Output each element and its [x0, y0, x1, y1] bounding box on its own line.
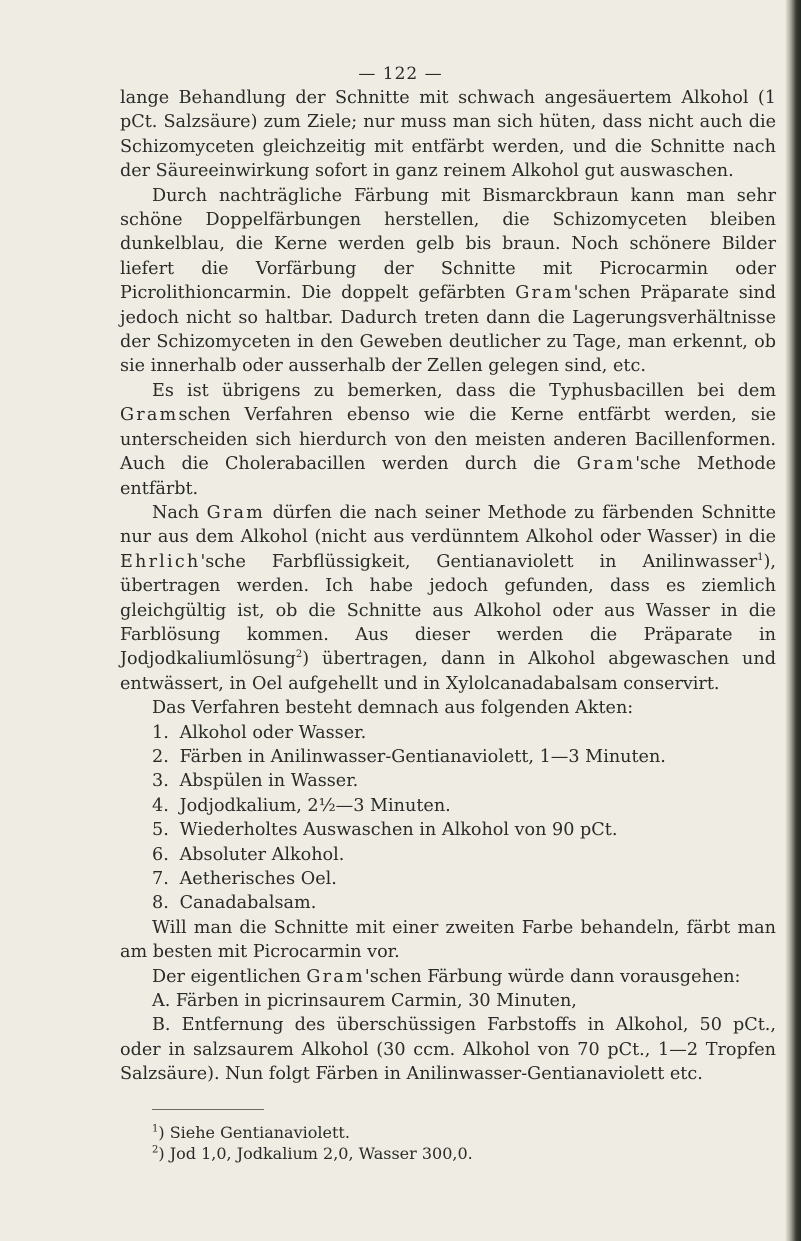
- list-text: Färben in Anilinwasser-Gentianaviolett, 1—3 Minuten.: [179, 746, 666, 767]
- list-text: Aetherisches Oel.: [179, 869, 337, 889]
- list-item: [120, 867, 776, 891]
- list-number: 1.: [152, 722, 169, 743]
- page-binding-edge: [785, 0, 801, 1241]
- list-item: [120, 794, 776, 818]
- paragraph-5: Das Verfahren besteht demnach aus folgenden Akten:: [152, 698, 634, 719]
- footnote-1: [120, 1122, 776, 1144]
- text-run: Nach: [152, 502, 207, 523]
- paragraph-8: A. Färben in picrinsaurem Carmin, 30 Minuten,: [152, 991, 577, 1012]
- text-run: 'schen Färbung würde dann vorausgehen:: [364, 966, 741, 987]
- author-name: Gram: [576, 454, 636, 475]
- author-name: Gram: [306, 966, 365, 987]
- author-name: Gram: [515, 283, 574, 304]
- text-run: 'schen Präparate sind jedoch nicht so haltbar. Dadurch treten dann die Lagerungsverhältnisse der Schizomyceten in den Geweben deutlicher zu Tage, man erkennt, ob sie innerhalb oder ausserhalb der Zellen gelegen sind, etc.: [120, 283, 776, 377]
- footnote-text: ) Jod 1,0, Jodkalium 2,0, Wasser 300,0.: [158, 1144, 473, 1164]
- list-item: [120, 769, 776, 793]
- procedure-list: [120, 721, 776, 916]
- footnote-2: [120, 1143, 776, 1165]
- page-number: — 122 —: [358, 64, 443, 84]
- paragraph-9: B. Entfernung des überschüssigen Farbstoffs in Alkohol, 50 pCt., oder in salzsaurem Alkohol (30 ccm. Alkohol von 70 pCt., 1—2 Tropfen Salzsäure). Nun folgt Färben in Anilinwasser-Gentianaviolett etc.: [120, 1015, 776, 1085]
- text-run: dürfen die nach seiner Methode zu färbenden Schnitte nur aus dem Alkohol (nicht aus verdünntem Alkohol oder Wasser) in die: [120, 502, 776, 548]
- footnote-ref: 2: [295, 649, 303, 661]
- paragraph-3: [120, 379, 776, 501]
- list-item: [120, 843, 776, 867]
- text-run: Es ist übrigens zu bemerken, dass die Typhusbacillen bei dem: [152, 380, 776, 401]
- footnote-mark: 1: [152, 1123, 159, 1135]
- text-run: schen Verfahren ebenso wie die Kerne entfärbt werden, sie unterscheiden sich hierdurch von den meisten anderen Bacillenformen. Auch die Cholerabacillen werden durch die: [120, 405, 776, 475]
- text-run: ) übertragen, dann in Alkohol abgewaschen und entwässert, in Oel aufgehellt und in Xylolcanadabalsam conservirt.: [120, 649, 776, 694]
- footnote-mark: 2: [152, 1144, 159, 1156]
- list-number: 6.: [152, 844, 169, 865]
- list-item: [120, 818, 776, 842]
- list-text: Absoluter Alkohol.: [179, 844, 345, 865]
- footnote-text: ) Siehe Gentianaviolett.: [158, 1122, 350, 1142]
- body-text: [120, 86, 776, 1165]
- author-name: Gram: [206, 502, 266, 523]
- list-number: 3.: [152, 771, 169, 792]
- text-run: Der eigentlichen: [152, 966, 307, 987]
- paragraph-1: lange Behandlung der Schnitte mit schwach angesäuertem Alkohol (1 pCt. Salzsäure) zum Ziele; nur muss man sich hüten, dass nicht auch die Schizomyceten gleichzeitig mit entfärbt werden, und die Schnitte nach der Säureeinwirkung sofort in ganz reinem Alkohol gut auswaschen.: [120, 88, 776, 182]
- list-number: 2.: [152, 746, 169, 767]
- list-item: [120, 891, 776, 915]
- list-text: Jodjodkalium, 2½—3 Minuten.: [179, 795, 451, 816]
- text-run: ), übertragen werden. Ich habe jedoch gefunden, dass es ziemlich gleichgültig ist, ob die Schnitte aus Alkohol oder aus Wasser in die Farblösung kommen. Aus dieser werden die Präparate in Jodjodkaliumlösung: [120, 551, 776, 670]
- paragraph-6: Will man die Schnitte mit einer zweiten Farbe behandeln, färbt man am besten mit Picrocarmin vor.: [120, 917, 776, 963]
- list-number: 8.: [152, 893, 169, 914]
- paragraph-7: [120, 965, 776, 989]
- footnote-divider: [152, 1109, 264, 1110]
- paragraph-4: [120, 501, 776, 696]
- list-item: [120, 721, 776, 745]
- list-text: Alkohol oder Wasser.: [179, 722, 367, 743]
- list-text: Wiederholtes Auswaschen in Alkohol von 90 pCt.: [179, 820, 618, 841]
- list-item: [120, 745, 776, 769]
- list-text: Abspülen in Wasser.: [179, 771, 359, 792]
- paragraph-2: [120, 184, 776, 379]
- list-text: Canadabalsam.: [179, 893, 317, 914]
- list-number: 4.: [152, 795, 169, 816]
- list-number: 7.: [152, 869, 169, 889]
- text-run: Durch nachträgliche Färbung mit Bismarckbraun kann man sehr schöne Doppelfärbungen herstellen, die Schizomyceten bleiben dunkelblau, die Kerne werden gelb bis braun. Noch schönere Bilder liefert die Vorfärbung der Schnitte mit Picrocarmin oder Picrolithioncarmin. Die doppelt gefärbten: [120, 185, 776, 304]
- footnote-ref: 1: [757, 551, 764, 563]
- list-number: 5.: [152, 820, 169, 841]
- text-run: 'sche Methode entfärbt.: [120, 454, 776, 499]
- author-name: Gram: [120, 405, 179, 426]
- author-name: Ehrlich: [120, 551, 201, 572]
- text-run: 'sche Farbflüssigkeit, Gentianaviolett in Anilinwasser: [200, 551, 758, 572]
